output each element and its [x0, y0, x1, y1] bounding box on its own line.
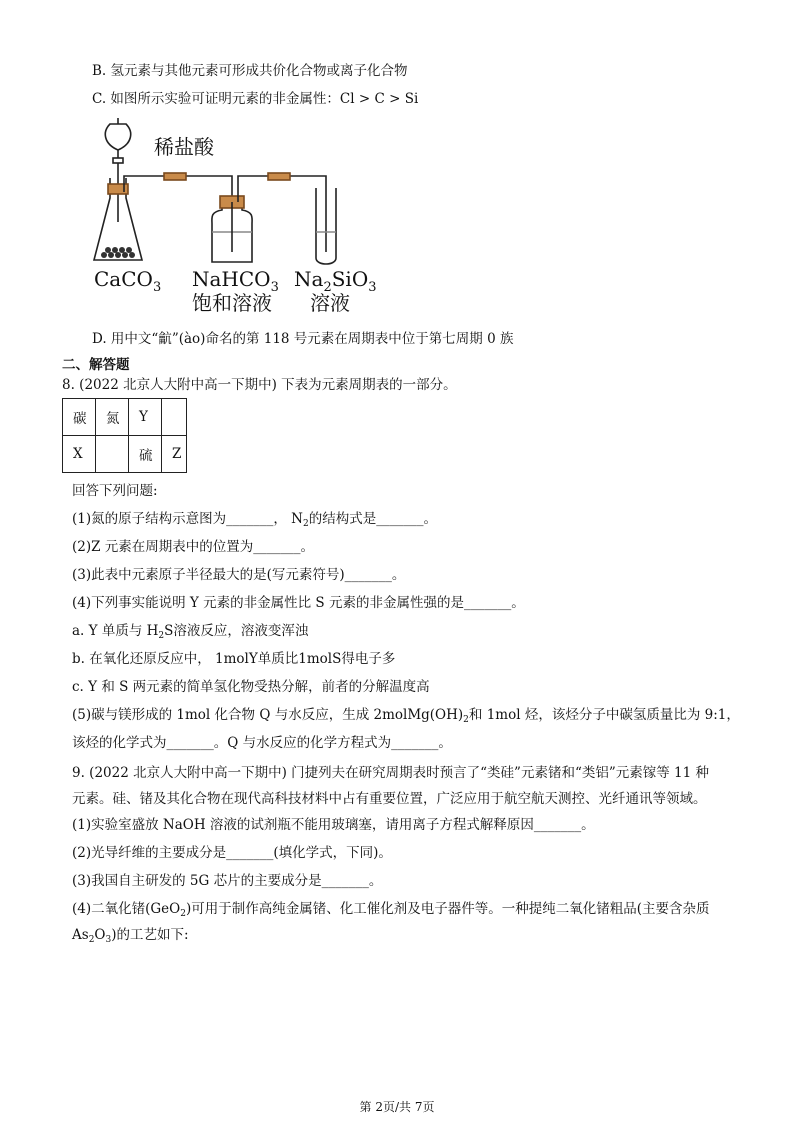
page-footer: 第 2页/共 7页	[359, 1100, 435, 1114]
table-row	[63, 436, 187, 473]
table-cell: 碳	[63, 399, 96, 436]
table-cell	[162, 399, 187, 436]
q8-option-c: c. Y 和 S 两元素的简单氢化物受热分解，前者的分解温度高	[72, 679, 430, 695]
caco3-solid	[101, 247, 135, 258]
q9-stem-1: 9. (2022 北京人大附中高一下期中) 门捷列夫在研究周期表时预言了“类硅”元素锗和“类铝”元素镓等 11 种	[72, 765, 710, 781]
q9-part-1: (1)实验室盛放 NaOH 溶液的试剂瓶不能用玻璃塞，请用离子方程式解释原因_______。	[72, 817, 595, 833]
option-b: B. 氢元素与其他元素可形成共价化合物或离子化合物	[92, 63, 408, 79]
table-cell: Y	[129, 399, 162, 436]
periodic-table-fragment	[62, 398, 187, 473]
q8-option-b: b. 在氧化还原反应中， 1molY单质比1molS得电子多	[72, 651, 396, 667]
table-cell	[96, 436, 129, 473]
tube-label-2: 溶液	[310, 291, 350, 315]
table-row	[63, 399, 187, 436]
acid-label: 稀盐酸	[154, 135, 214, 159]
q8-part-5-cont: 该烃的化学式为_______。Q 与水反应的化学方程式为_______。	[72, 735, 452, 751]
q8-option-a: a. Y 单质与 $H_2S$溶液反应，溶液变浑浊	[72, 623, 309, 641]
q9-part-3: (3)我国自主研发的 5G 芯片的主要成分是_______。	[72, 873, 383, 889]
q9-stem-2: 元素。硅、锗及其化合物在现代高科技材料中占有重要位置，广泛应用于航空航天测控、光纤通讯等领域。	[72, 791, 707, 807]
q8-stem: 8. (2022 北京人大附中高一下期中) 下表为元素周期表的一部分。	[62, 377, 457, 393]
experiment-apparatus-diagram	[88, 112, 388, 317]
q8-part-4: (4)下列事实能说明 Y 元素的非金属性比 S 元素的非金属性强的是_______。	[72, 595, 525, 611]
table-cell: Z	[162, 436, 187, 473]
q8-part-5: (5)碳与镁形成的 1mol 化合物 Q 与水反应，生成 $2molMg(OH)_2$和 1mol 烃，该烃分子中碳氢质量比为 9:1，	[72, 707, 740, 725]
section-title: 二、解答题	[62, 357, 130, 373]
bottle-label: NaHCO$_3$	[192, 267, 279, 295]
table-cell: 硫	[129, 436, 162, 473]
q9-part-4-cont: $As_2O_3$)的工艺如下:	[72, 927, 189, 945]
table-cell: 氮	[96, 399, 129, 436]
q9-part-2: (2)光导纤维的主要成分是_______(填化学式，下同)。	[72, 845, 392, 861]
bottle-label-2: 饱和溶液	[192, 291, 272, 315]
table-cell: X	[63, 436, 96, 473]
separatory-funnel	[105, 118, 130, 150]
q9-part-4: (4)二氧化锗(GeO$_2$)可用于制作高纯金属锗、化工催化剂及电子器件等。一种提纯二氧化锗粗品(主要含杂质	[72, 901, 710, 919]
q8-prompt: 回答下列问题:	[72, 483, 158, 499]
option-d: D. 用中文“䶳”(ào)命名的第 118 号元素在周期表中位于第七周期 0 族	[92, 331, 514, 347]
q8-part-2: (2)Z 元素在周期表中的位置为_______。	[72, 539, 315, 555]
tube-label: $Na_2SiO_3$	[294, 267, 377, 295]
option-c: C. 如图所示实验可证明元素的非金属性：Cl > C > Si	[92, 91, 419, 107]
q8-part-3: (3)此表中元素原子半径最大的是(写元素符号)_______。	[72, 567, 406, 583]
q8-part-1: (1)氮的原子结构示意图为_______， $N_2$的结构式是_______。	[72, 511, 437, 529]
flask-label: CaCO$_3$	[94, 267, 162, 295]
